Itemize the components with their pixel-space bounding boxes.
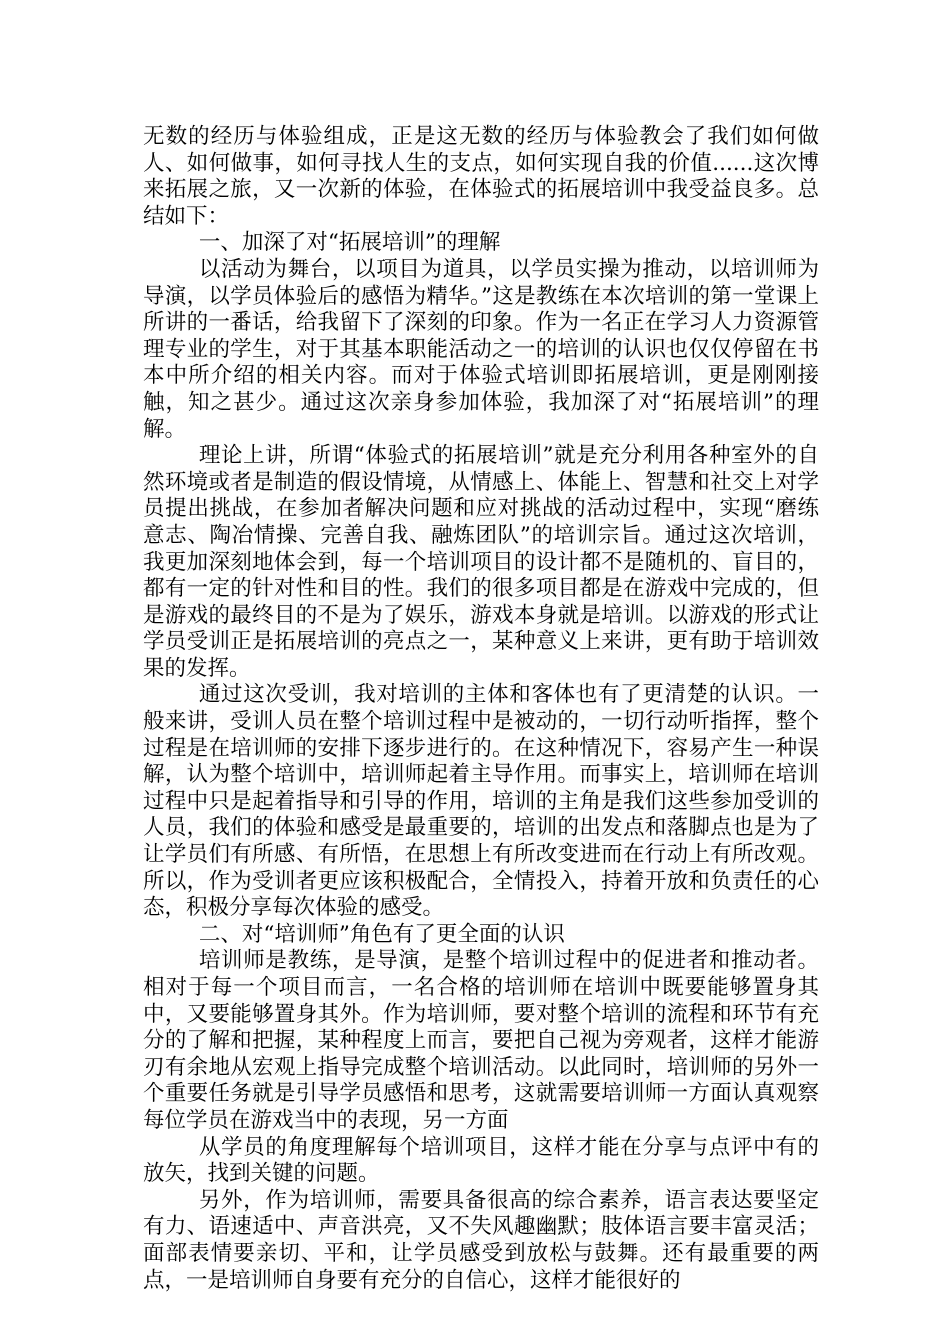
paragraph-intro: 无数的经历与体验组成，正是这无数的经历与体验教会了我们如何做人、如何做事，如何寻找人生的支点，如何实现自我的价值......这次博来拓展之旅，又一次新的体验，在体验式的拓展培训中我受益良多。总结如下： [143, 124, 819, 229]
paragraph-trainer-qualities: 另外，作为培训师，需要具备很高的综合素养，语言表达要坚定有力、语速适中、声音洪亮，又不失风趣幽默；肢体语言要丰富灵活；面部表情要亲切、平和，让学员感受到放松与鼓舞。还有最重要的两点，一是培训师自身要有充分的自信心，这样才能很好的 [143, 1187, 819, 1293]
paragraph-training-philosophy: 以活动为舞台，以项目为道具，以学员实操为推动，以培训师为导演，以学员体验后的感悟为精华。”这是教练在本次培训的第一堂课上所讲的一番话，给我留下了深刻的印象。作为一名正在学习人力资源管理专业的学生，对于其基本职能活动之一的培训的认识也仅仅停留在书本中所介绍的相关内容。而对于体验式培训即拓展培训，更是刚刚接触，知之甚少。通过这次亲身参加体验，我加深了对“拓展培训”的理解。 [143, 256, 819, 442]
paragraph-trainer-role: 培训师是教练，是导演，是整个培训过程中的促进者和推动者。相对于每一个项目而言，一名合格的培训师在培训中既要能够置身其中，又要能够置身其外。作为培训师，要对整个培训的流程和环节有充分的了解和把握，某种程度上而言，要把自己视为旁观者，这样才能游刃有余地从宏观上指导完成整个培训活动。以此同时，培训师的另外一个重要任务就是引导学员感悟和思考，这就需要培训师一方面认真观察每位学员在游戏当中的表现，另一方面 [143, 948, 819, 1133]
section-heading-2: 二、对“培训师”角色有了更全面的认识 [198, 921, 565, 947]
paragraph-subject-object: 通过这次受训，我对培训的主体和客体也有了更清楚的认识。一般来讲，受训人员在整个培训过程中是被动的，一切行动听指挥，整个过程是在培训师的安排下逐步进行的。在这种情况下，容易产生一种误解，认为整个培训中，培训师起着主导作用。而事实上，培训师在培训过程中只是起着指导和引导的作用，培训的主角是我们这些参加受训的人员，我们的体验和感受是最重要的，培训的出发点和落脚点也是为了让学员们有所感、有所悟，在思想上有所改变进而在行动上有所改观。所以，作为受训者更应该积极配合，全情投入，持着开放和负责任的心态，积极分享每次体验的感受。 [143, 682, 819, 921]
paragraph-theory: 理论上讲，所谓“体验式的拓展培训”就是充分利用各种室外的自然环境或者是制造的假设情境，从情感上、体能上、智慧和社交上对学员提出挑战，在参加者解决问题和应对挑战的活动过程中，实现“磨练意志、陶冶情操、完善自我、融炼团队”的培训宗旨。通过这次培训，我更加深刻地体会到，每一个培训项目的设计都不是随机的、盲目的，都有一定的针对性和目的性。我们的很多项目都是在游戏中完成的，但是游戏的最终目的不是为了娱乐，游戏本身就是培训。以游戏的形式让学员受训正是拓展培训的亮点之一，某种意义上来讲，更有助于培训效果的发挥。 [143, 443, 819, 681]
document-body [143, 124, 819, 1294]
paragraph-trainer-perspective: 从学员的角度理解每个培训项目，这样才能在分享与点评中有的放矢，找到关键的问题。 [143, 1134, 819, 1187]
section-heading-1: 一、加深了对“拓展培训”的理解 [198, 230, 501, 256]
